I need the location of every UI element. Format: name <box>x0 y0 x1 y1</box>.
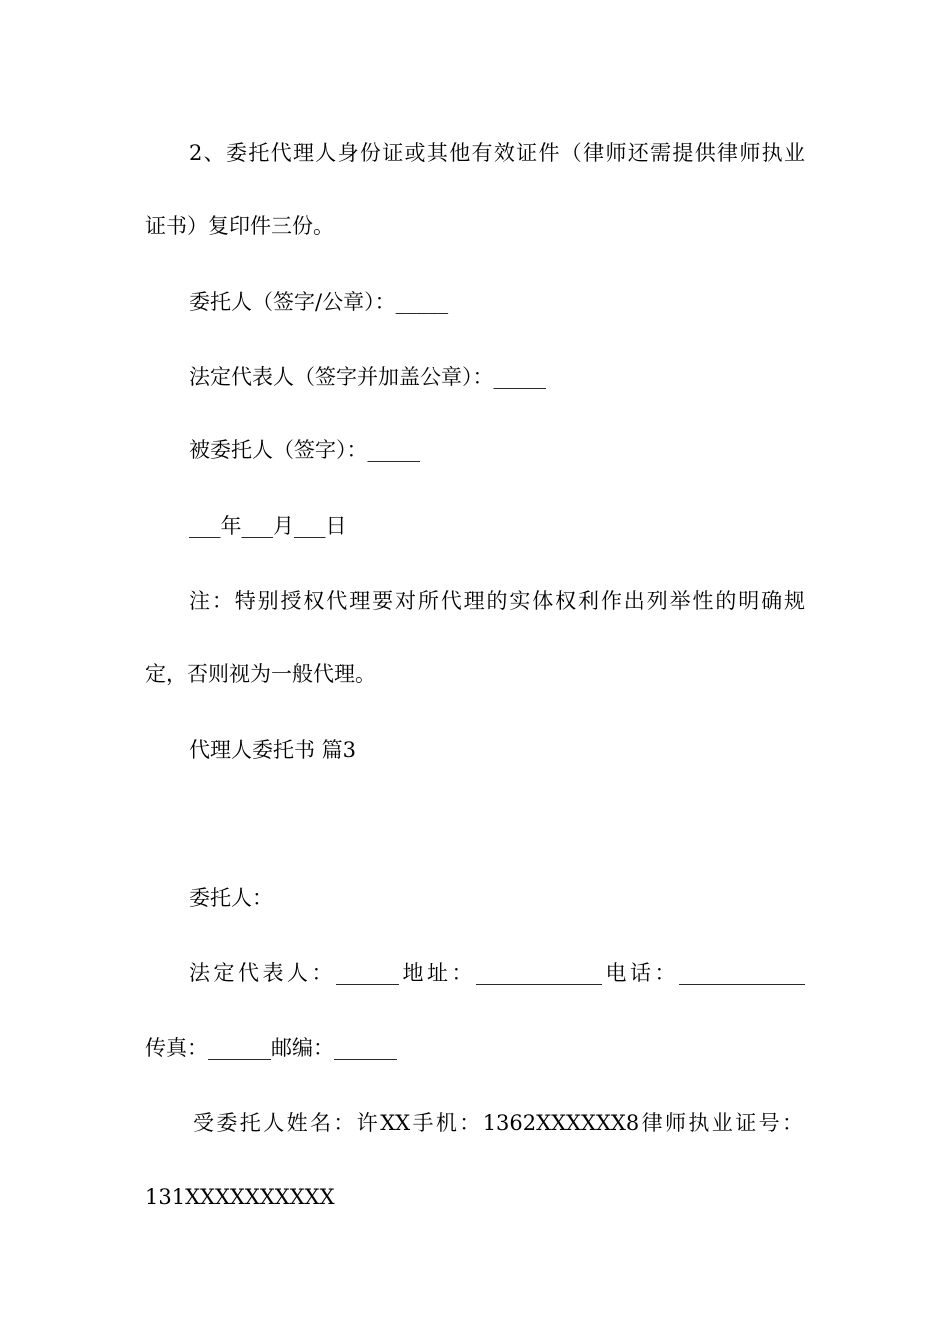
principal-label: 委托人： <box>189 886 273 910</box>
agent-details-line-2: 131XXXXXXXXXX <box>145 1185 335 1209</box>
paragraph-required-documents-line-1: 2、委托代理人身份证或其他有效证件（律师还需提供律师执业 <box>189 141 805 165</box>
signature-principal: 委托人（签字/公章）：_____ <box>189 290 449 314</box>
note-line-2: 定，否则视为一般代理。 <box>145 662 376 686</box>
signature-legal-representative: 法定代表人（签字并加盖公章）：_____ <box>189 365 546 389</box>
signature-agent: 被委托人（签字）：_____ <box>189 438 420 462</box>
principal-details-line-2: 传真：______邮编：______ <box>145 1036 397 1060</box>
note-line-1: 注：特别授权代理要对所代理的实体权利作出列举性的明确规 <box>189 589 805 613</box>
section-title: 代理人委托书 篇3 <box>189 738 357 762</box>
paragraph-required-documents-line-2: 证书）复印件三份。 <box>145 214 334 238</box>
date-line: ___年___月___日 <box>189 514 347 538</box>
principal-details-line-1: 法定代表人：______地址：____________电话：____________ <box>189 961 805 985</box>
agent-details-line-1: 受委托人姓名：许XX手机：1362XXXXXX8律师执业证号： <box>193 1111 803 1135</box>
